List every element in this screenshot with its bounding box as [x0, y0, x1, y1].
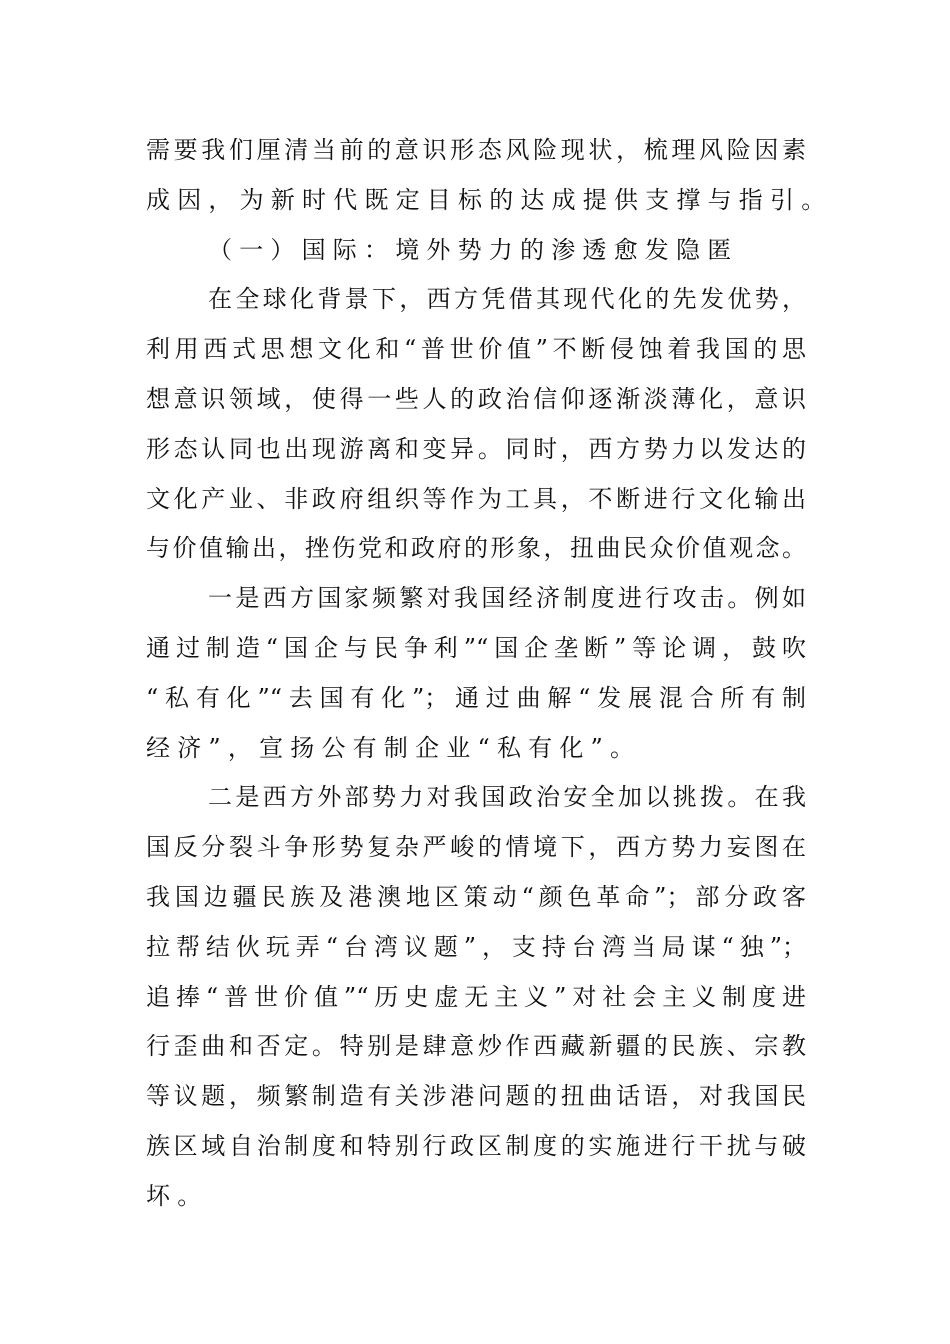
text-line: 追捧“普世价值”“历史虚无主义”对社会主义制度进	[146, 982, 806, 1011]
text-line: 利用西式思想文化和“普世价值”不断侵蚀着我国的思	[146, 335, 806, 364]
text-line: “私有化”“去国有化”；通过曲解“发展混合所有制	[146, 683, 806, 712]
paragraph-economic-system	[146, 579, 806, 778]
text-line: 国反分裂斗争形势复杂严峻的情境下，西方势力妄图在	[146, 833, 806, 862]
document-body	[146, 131, 833, 1227]
text-line: 拉帮结伙玩弄“台湾议题”，支持台湾当局谋“独”；	[146, 932, 806, 961]
paragraph-political-security	[146, 778, 806, 1226]
text-line: 等议题，频繁制造有关涉港问题的扭曲话语，对我国民	[146, 1082, 806, 1111]
text-line: 文化产业、非政府组织等作为工具，不断进行文化输出	[146, 484, 806, 513]
text-line: 需要我们厘清当前的意识形态风险现状，梳理风险因素	[146, 136, 806, 164]
text-line: 想意识领域，使得一些人的政治信仰逐渐淡薄化，意识	[146, 384, 806, 413]
text-line: 我国边疆民族及港澳地区策动“颜色革命”；部分政客	[146, 882, 806, 911]
text-line: 成因，为新时代既定目标的达成提供支撑与指引。	[146, 185, 833, 214]
section-heading	[146, 231, 806, 281]
text-line: 坏。	[146, 1181, 209, 1210]
text-line: 一是西方国家频繁对我国经济制度进行攻击。例如	[208, 584, 806, 613]
text-line: 在全球化背景下，西方凭借其现代化的先发优势，	[208, 285, 806, 314]
text-line: 形态认同也出现游离和变异。同时，西方势力以发达的	[146, 434, 806, 463]
text-line: 二是西方外部势力对我国政治安全加以挑拨。在我	[208, 783, 806, 812]
paragraph-continuation	[146, 131, 833, 231]
heading-text: （一）国际：境外势力的渗透愈发隐匿	[208, 235, 739, 264]
text-line: 与价值输出，挫伤党和政府的形象，扭曲民众价值观念。	[146, 534, 806, 563]
text-line: 经济”，宣扬公有制企业“私有化”。	[146, 733, 642, 762]
paragraph-globalization	[146, 280, 806, 579]
text-line: 族区域自治制度和特别行政区制度的实施进行干扰与破	[146, 1131, 806, 1160]
text-line: 通过制造“国企与民争利”“国企垄断”等论调，鼓吹	[146, 633, 806, 662]
text-line: 行歪曲和否定。特别是肆意炒作西藏新疆的民族、宗教	[146, 1032, 806, 1061]
